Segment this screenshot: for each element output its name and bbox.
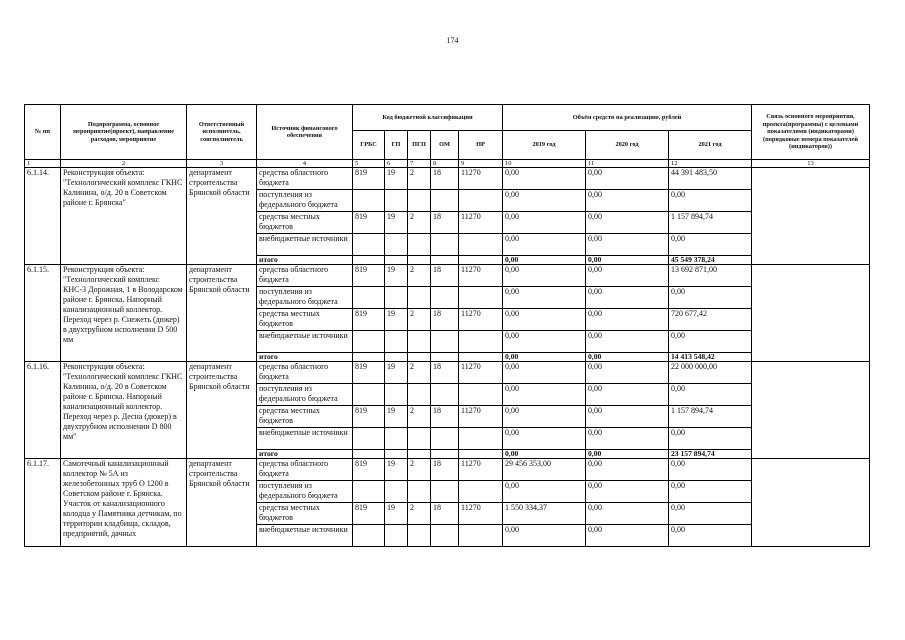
section-responsible: департамент строительства Брянской области bbox=[187, 459, 257, 547]
code-nr: 11270 bbox=[459, 168, 503, 190]
total-code-empty bbox=[408, 450, 431, 459]
column-number: 2 bbox=[61, 160, 187, 168]
total-label: итого bbox=[257, 353, 353, 362]
amount-2020: 0,00 bbox=[586, 168, 669, 190]
code-pgp bbox=[408, 428, 431, 450]
table-row bbox=[25, 362, 870, 384]
total-2021: 45 549 378,24 bbox=[669, 256, 752, 265]
funding-source: внебюджетные источники bbox=[257, 234, 353, 256]
header-grbs: ГРБС bbox=[353, 131, 385, 160]
code-nr bbox=[459, 190, 503, 212]
code-grbs bbox=[353, 428, 385, 450]
section-number: 6.1.16. bbox=[25, 362, 61, 459]
code-pgp bbox=[408, 384, 431, 406]
table-row bbox=[25, 459, 870, 481]
code-gp: 19 bbox=[385, 406, 408, 428]
amount-2020: 0,00 bbox=[586, 503, 669, 525]
amount-2021: 0,00 bbox=[669, 190, 752, 212]
indicator-link-cell bbox=[752, 459, 870, 547]
code-om: 18 bbox=[431, 212, 459, 234]
funding-source: поступления из федерального бюджета bbox=[257, 190, 353, 212]
header-2021: 2021 год bbox=[669, 131, 752, 160]
code-om: 18 bbox=[431, 362, 459, 384]
total-code-empty bbox=[459, 353, 503, 362]
funding-source: внебюджетные источники bbox=[257, 428, 353, 450]
amount-2019: 0,00 bbox=[503, 525, 586, 547]
column-number: 8 bbox=[431, 160, 459, 168]
funding-source: средства областного бюджета bbox=[257, 362, 353, 384]
code-grbs: 819 bbox=[353, 362, 385, 384]
column-number: 3 bbox=[187, 160, 257, 168]
code-grbs bbox=[353, 190, 385, 212]
amount-2020: 0,00 bbox=[586, 481, 669, 503]
code-om: 18 bbox=[431, 168, 459, 190]
amount-2019: 0,00 bbox=[503, 212, 586, 234]
amount-2019: 0,00 bbox=[503, 362, 586, 384]
amount-2020: 0,00 bbox=[586, 362, 669, 384]
amount-2019: 0,00 bbox=[503, 384, 586, 406]
code-nr bbox=[459, 384, 503, 406]
indicator-link-cell bbox=[752, 362, 870, 459]
total-2019: 0,00 bbox=[503, 256, 586, 265]
amount-2019: 1 550 334,37 bbox=[503, 503, 586, 525]
header-om: ОМ bbox=[431, 131, 459, 160]
column-number: 11 bbox=[586, 160, 669, 168]
code-om: 18 bbox=[431, 503, 459, 525]
amount-2021: 1 157 894,74 bbox=[669, 212, 752, 234]
amount-2021: 720 677,42 bbox=[669, 309, 752, 331]
section-number: 6.1.15. bbox=[25, 265, 61, 362]
code-pgp bbox=[408, 287, 431, 309]
code-grbs bbox=[353, 287, 385, 309]
amount-2020: 0,00 bbox=[586, 459, 669, 481]
total-code-empty bbox=[385, 450, 408, 459]
code-pgp: 2 bbox=[408, 503, 431, 525]
code-gp bbox=[385, 481, 408, 503]
amount-2020: 0,00 bbox=[586, 331, 669, 353]
column-number: 1 bbox=[25, 160, 61, 168]
code-om bbox=[431, 384, 459, 406]
code-gp bbox=[385, 428, 408, 450]
amount-2021: 0,00 bbox=[669, 428, 752, 450]
code-grbs bbox=[353, 331, 385, 353]
code-nr bbox=[459, 428, 503, 450]
code-grbs bbox=[353, 234, 385, 256]
funding-source: средства областного бюджета bbox=[257, 459, 353, 481]
column-number: 10 bbox=[503, 160, 586, 168]
total-code-empty bbox=[353, 450, 385, 459]
code-nr: 11270 bbox=[459, 265, 503, 287]
section-name: Реконструкция объекта: "Технологический комплекс ГКНС Калинина, о/д. 20 в Советском районе г. Брянска" bbox=[61, 168, 187, 265]
amount-2019: 0,00 bbox=[503, 406, 586, 428]
header-indicator-link: Связь основного мероприятия, проекта(программы) с целевыми показателями (индикаторами) (порядковые номера показателей (индикаторов)) bbox=[752, 105, 870, 160]
code-gp bbox=[385, 331, 408, 353]
code-grbs: 819 bbox=[353, 309, 385, 331]
code-pgp: 2 bbox=[408, 309, 431, 331]
amount-2019: 29 456 353,00 bbox=[503, 459, 586, 481]
column-number: 13 bbox=[752, 160, 870, 168]
funding-source: средства областного бюджета bbox=[257, 265, 353, 287]
amount-2021: 1 157 894,74 bbox=[669, 406, 752, 428]
total-code-empty bbox=[353, 353, 385, 362]
amount-2021: 0,00 bbox=[669, 287, 752, 309]
column-number: 5 bbox=[353, 160, 385, 168]
code-pgp bbox=[408, 234, 431, 256]
total-code-empty bbox=[431, 353, 459, 362]
total-2021: 14 413 548,42 bbox=[669, 353, 752, 362]
code-nr bbox=[459, 234, 503, 256]
total-2020: 0,00 bbox=[586, 353, 669, 362]
budget-table bbox=[24, 104, 870, 547]
code-om bbox=[431, 428, 459, 450]
code-nr: 11270 bbox=[459, 503, 503, 525]
amount-2019: 0,00 bbox=[503, 287, 586, 309]
section-name: Реконструкция объекта: "Технологический комплекс ГКНС Калинина, о/д. 20 в Советском районе г. Брянска. Напорный канализационный коллектор. Переход через р. Десна (дюкер) в двухтрубном исполнении D 800 мм" bbox=[61, 362, 187, 459]
amount-2021: 0,00 bbox=[669, 481, 752, 503]
amount-2020: 0,00 bbox=[586, 212, 669, 234]
total-code-empty bbox=[408, 353, 431, 362]
funding-source: поступления из федерального бюджета bbox=[257, 384, 353, 406]
amount-2021: 44 391 483,50 bbox=[669, 168, 752, 190]
code-grbs: 819 bbox=[353, 212, 385, 234]
amount-2019: 0,00 bbox=[503, 481, 586, 503]
funding-source: средства местных бюджетов bbox=[257, 309, 353, 331]
amount-2021: 0,00 bbox=[669, 459, 752, 481]
total-code-empty bbox=[431, 256, 459, 265]
header-nr: НР bbox=[459, 131, 503, 160]
code-gp bbox=[385, 525, 408, 547]
total-2021: 23 157 894,74 bbox=[669, 450, 752, 459]
header-source: Источник финансового обеспечения bbox=[257, 105, 353, 160]
page-number: 174 bbox=[446, 36, 459, 45]
section-name: Самотечный канализационный коллектор № 5А из железобетонных труб О 1200 в Советском районе г. Брянска. Участок от канализационного колодца у Памятника детчикам, по территории кладбища, складов, предприятий, дачных bbox=[61, 459, 187, 547]
section-number: 6.1.14. bbox=[25, 168, 61, 265]
code-om bbox=[431, 287, 459, 309]
code-grbs: 819 bbox=[353, 503, 385, 525]
funding-source: поступления из федерального бюджета bbox=[257, 287, 353, 309]
code-om: 18 bbox=[431, 265, 459, 287]
code-grbs: 819 bbox=[353, 168, 385, 190]
amount-2021: 0,00 bbox=[669, 234, 752, 256]
section-name: Реконструкция объекта: "Технологический комплекс КНС-3 Дорожная, 1 в Володарском районе г. Брянска. Напорный канализационный коллектор. Переход через р. Снежеть (дюкер) в двухтрубном исполнении D 500 мм bbox=[61, 265, 187, 362]
total-2020: 0,00 bbox=[586, 450, 669, 459]
amount-2020: 0,00 bbox=[586, 309, 669, 331]
code-gp: 19 bbox=[385, 168, 408, 190]
header-row-1 bbox=[25, 105, 870, 131]
funding-source: внебюджетные источники bbox=[257, 525, 353, 547]
amount-2019: 0,00 bbox=[503, 234, 586, 256]
code-pgp: 2 bbox=[408, 265, 431, 287]
amount-2020: 0,00 bbox=[586, 265, 669, 287]
header-2019: 2019 год bbox=[503, 131, 586, 160]
code-pgp: 2 bbox=[408, 406, 431, 428]
amount-2021: 0,00 bbox=[669, 331, 752, 353]
code-om: 18 bbox=[431, 309, 459, 331]
amount-2019: 0,00 bbox=[503, 331, 586, 353]
funding-source: средства местных бюджетов bbox=[257, 212, 353, 234]
code-om: 18 bbox=[431, 459, 459, 481]
indicator-link-cell bbox=[752, 265, 870, 362]
code-gp bbox=[385, 287, 408, 309]
amount-2020: 0,00 bbox=[586, 287, 669, 309]
amount-2019: 0,00 bbox=[503, 190, 586, 212]
code-pgp: 2 bbox=[408, 459, 431, 481]
total-code-empty bbox=[408, 256, 431, 265]
code-pgp: 2 bbox=[408, 168, 431, 190]
code-nr bbox=[459, 287, 503, 309]
amount-2020: 0,00 bbox=[586, 428, 669, 450]
code-gp: 19 bbox=[385, 459, 408, 481]
code-grbs bbox=[353, 481, 385, 503]
code-pgp bbox=[408, 481, 431, 503]
code-gp bbox=[385, 190, 408, 212]
amount-2020: 0,00 bbox=[586, 384, 669, 406]
total-2020: 0,00 bbox=[586, 256, 669, 265]
amount-2020: 0,00 bbox=[586, 406, 669, 428]
column-number: 9 bbox=[459, 160, 503, 168]
code-nr bbox=[459, 525, 503, 547]
code-om bbox=[431, 525, 459, 547]
total-2019: 0,00 bbox=[503, 450, 586, 459]
total-code-empty bbox=[459, 256, 503, 265]
code-nr bbox=[459, 481, 503, 503]
header-pgp: ПГП bbox=[408, 131, 431, 160]
amount-2021: 13 692 871,00 bbox=[669, 265, 752, 287]
amount-2020: 0,00 bbox=[586, 234, 669, 256]
amount-2021: 0,00 bbox=[669, 503, 752, 525]
code-gp: 19 bbox=[385, 362, 408, 384]
code-gp: 19 bbox=[385, 309, 408, 331]
total-2019: 0,00 bbox=[503, 353, 586, 362]
header-gp: ГП bbox=[385, 131, 408, 160]
amount-2019: 0,00 bbox=[503, 309, 586, 331]
code-nr: 11270 bbox=[459, 362, 503, 384]
code-gp: 19 bbox=[385, 265, 408, 287]
header-2020: 2020 год bbox=[586, 131, 669, 160]
total-code-empty bbox=[431, 450, 459, 459]
amount-2021: 22 000 000,00 bbox=[669, 362, 752, 384]
section-number: 6.1.17. bbox=[25, 459, 61, 547]
amount-2019: 0,00 bbox=[503, 265, 586, 287]
section-responsible: департамент строительства Брянской области bbox=[187, 362, 257, 459]
code-gp bbox=[385, 384, 408, 406]
code-grbs bbox=[353, 525, 385, 547]
code-gp: 19 bbox=[385, 503, 408, 525]
code-nr: 11270 bbox=[459, 406, 503, 428]
column-numbers-row bbox=[25, 160, 870, 168]
code-nr: 11270 bbox=[459, 309, 503, 331]
code-pgp bbox=[408, 331, 431, 353]
total-code-empty bbox=[353, 256, 385, 265]
code-om bbox=[431, 481, 459, 503]
code-om bbox=[431, 190, 459, 212]
amount-2019: 0,00 bbox=[503, 168, 586, 190]
header-budget-classification: Код бюджетной классификации bbox=[353, 105, 503, 131]
total-label: итого bbox=[257, 450, 353, 459]
code-om bbox=[431, 331, 459, 353]
code-grbs: 819 bbox=[353, 265, 385, 287]
code-nr: 11270 bbox=[459, 459, 503, 481]
code-om: 18 bbox=[431, 406, 459, 428]
column-number: 6 bbox=[385, 160, 408, 168]
column-number: 7 bbox=[408, 160, 431, 168]
column-number: 12 bbox=[669, 160, 752, 168]
indicator-link-cell bbox=[752, 168, 870, 265]
amount-2021: 0,00 bbox=[669, 384, 752, 406]
section-responsible: департамент строительства Брянской области bbox=[187, 168, 257, 265]
funding-source: внебюджетные источники bbox=[257, 331, 353, 353]
total-label: итого bbox=[257, 256, 353, 265]
code-grbs bbox=[353, 384, 385, 406]
code-grbs: 819 bbox=[353, 406, 385, 428]
code-pgp bbox=[408, 190, 431, 212]
header-number: № пп bbox=[25, 105, 61, 160]
amount-2020: 0,00 bbox=[586, 525, 669, 547]
amount-2019: 0,00 bbox=[503, 428, 586, 450]
header-program: Подпрограмма, основное мероприятие(проект), направление расходов, мероприятие bbox=[61, 105, 187, 160]
code-pgp: 2 bbox=[408, 362, 431, 384]
header-volume: Объём средств на реализацию, рублей bbox=[503, 105, 752, 131]
header-responsible: Ответственный исполнитель, соисполнитель bbox=[187, 105, 257, 160]
code-pgp: 2 bbox=[408, 212, 431, 234]
code-gp bbox=[385, 234, 408, 256]
code-grbs: 819 bbox=[353, 459, 385, 481]
funding-source: средства местных бюджетов bbox=[257, 503, 353, 525]
total-code-empty bbox=[385, 353, 408, 362]
code-om bbox=[431, 234, 459, 256]
code-nr bbox=[459, 331, 503, 353]
column-number: 4 bbox=[257, 160, 353, 168]
funding-source: поступления из федерального бюджета bbox=[257, 481, 353, 503]
funding-source: средства областного бюджета bbox=[257, 168, 353, 190]
section-responsible: департамент строительства Брянской области bbox=[187, 265, 257, 362]
amount-2020: 0,00 bbox=[586, 190, 669, 212]
total-code-empty bbox=[459, 450, 503, 459]
funding-source: средства местных бюджетов bbox=[257, 406, 353, 428]
code-pgp bbox=[408, 525, 431, 547]
code-nr: 11270 bbox=[459, 212, 503, 234]
code-gp: 19 bbox=[385, 212, 408, 234]
total-code-empty bbox=[385, 256, 408, 265]
amount-2021: 0,00 bbox=[669, 525, 752, 547]
table-row bbox=[25, 168, 870, 190]
table-row bbox=[25, 265, 870, 287]
